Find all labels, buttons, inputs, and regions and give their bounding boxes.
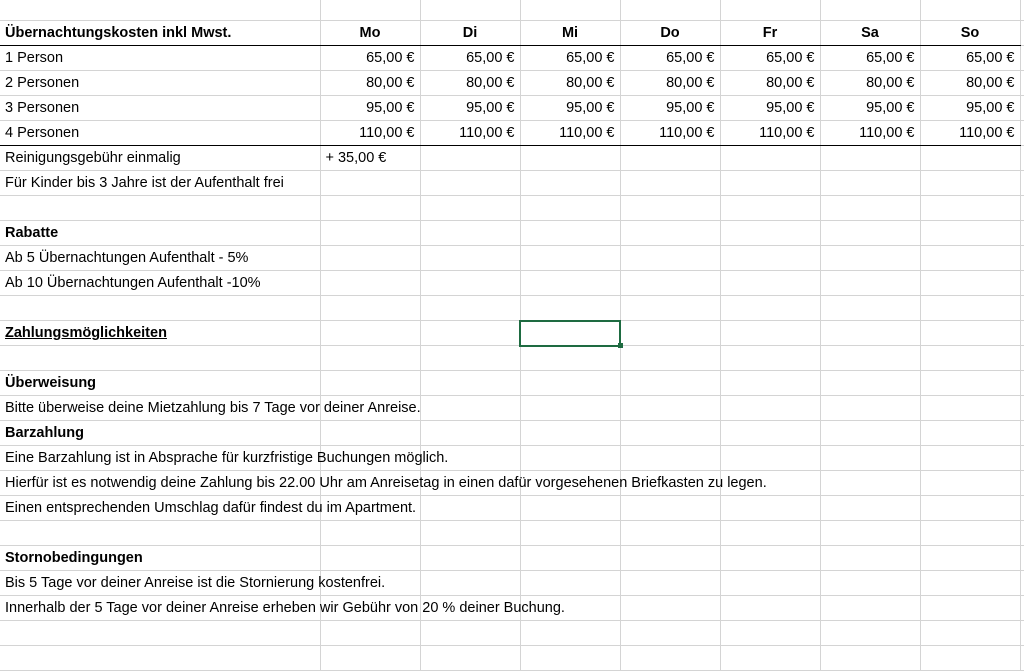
table-row[interactable] — [0, 571, 1024, 596]
table-row[interactable] — [0, 621, 1024, 646]
cell[interactable] — [1020, 421, 1024, 446]
cell[interactable] — [320, 321, 420, 346]
cell[interactable] — [1020, 571, 1024, 596]
cell[interactable] — [820, 571, 920, 596]
cell[interactable] — [0, 296, 320, 321]
table-row[interactable] — [0, 346, 1024, 371]
cell[interactable] — [520, 396, 620, 421]
price-cell[interactable]: 110,00 € — [420, 121, 520, 146]
price-cell[interactable]: 110,00 € — [620, 121, 720, 146]
header-day-di[interactable]: Di — [420, 21, 520, 46]
table-row[interactable] — [0, 271, 1024, 296]
price-cell[interactable]: 80,00 € — [820, 71, 920, 96]
cell[interactable] — [1020, 371, 1024, 396]
cash-text-2-value: Hierfür ist es notwendig deine Zahlung bis 22.00 Uhr am Anreisetag in einen dafür vorgesehenen Briefkasten zu legen. — [5, 475, 767, 491]
cell[interactable] — [820, 271, 920, 296]
price-cell[interactable]: 110,00 € — [520, 121, 620, 146]
cell[interactable] — [1020, 471, 1024, 496]
cell[interactable] — [520, 546, 620, 571]
cash-text-3-value: Einen entsprechenden Umschlag dafür findest du im Apartment. — [5, 500, 417, 516]
cell[interactable] — [720, 521, 820, 546]
selected-cell[interactable] — [520, 321, 620, 346]
cell[interactable] — [820, 296, 920, 321]
price-cell[interactable]: 80,00 € — [420, 71, 520, 96]
cell[interactable] — [920, 621, 1020, 646]
cell[interactable] — [1020, 496, 1024, 521]
cell[interactable] — [620, 346, 720, 371]
cell[interactable] — [420, 171, 520, 196]
cell[interactable] — [920, 546, 1020, 571]
cell[interactable] — [920, 371, 1020, 396]
cell[interactable] — [720, 296, 820, 321]
table-row[interactable] — [0, 246, 1024, 271]
cell[interactable] — [0, 621, 320, 646]
discounts-heading[interactable]: Rabatte — [0, 221, 320, 246]
fill-handle[interactable] — [618, 343, 623, 348]
cell[interactable] — [620, 396, 720, 421]
cell[interactable] — [420, 396, 520, 421]
cell[interactable] — [920, 346, 1020, 371]
cell[interactable] — [520, 521, 620, 546]
cell[interactable] — [1020, 321, 1024, 346]
cell[interactable] — [420, 246, 520, 271]
row-label-1-person[interactable]: 1 Person — [0, 46, 320, 71]
cancellation-line-1-text: Bis 5 Tage vor deiner Anreise ist die Stornierung kostenfrei. — [5, 575, 386, 591]
cell[interactable] — [920, 221, 1020, 246]
table-row[interactable] — [0, 296, 1024, 321]
cancellation-line-2-text: Innerhalb der 5 Tage vor deiner Anreise erheben wir Gebühr von 20 % deiner Buchung. — [5, 600, 565, 616]
cell[interactable] — [320, 421, 420, 446]
cell[interactable] — [820, 471, 920, 496]
price-cell[interactable]: 80,00 € — [620, 71, 720, 96]
table-row[interactable] — [0, 0, 1024, 21]
cell[interactable] — [420, 321, 520, 346]
cell[interactable] — [320, 221, 420, 246]
header-day-mo[interactable]: Mo — [320, 21, 420, 46]
cell[interactable] — [920, 321, 1020, 346]
price-cell[interactable]: 65,00 € — [820, 46, 920, 71]
cell[interactable] — [520, 0, 620, 21]
cell[interactable] — [620, 246, 720, 271]
price-cell[interactable]: 65,00 € — [320, 46, 420, 71]
cell[interactable] — [420, 296, 520, 321]
cell[interactable] — [1020, 121, 1024, 146]
transfer-text-value: Bitte überweise deine Mietzahlung bis 7 Tage vor deiner Anreise. — [5, 400, 421, 416]
row-label-2-personen[interactable]: 2 Personen — [0, 71, 320, 96]
price-cell[interactable]: 65,00 € — [420, 46, 520, 71]
cell[interactable] — [420, 221, 520, 246]
cell[interactable] — [520, 271, 620, 296]
discount-line-2-text: Ab 10 Übernachtungen Aufenthalt -10% — [5, 275, 261, 291]
cell[interactable] — [720, 0, 820, 21]
cell[interactable] — [1020, 246, 1024, 271]
table-row[interactable] — [0, 71, 1024, 96]
cell[interactable] — [620, 221, 720, 246]
cell[interactable] — [520, 296, 620, 321]
cell[interactable] — [920, 521, 1020, 546]
cell[interactable] — [620, 146, 720, 171]
cell[interactable] — [320, 371, 420, 396]
cleaning-fee-label[interactable]: Reinigungsgebühr einmalig — [0, 146, 320, 171]
cell[interactable] — [420, 196, 520, 221]
cell[interactable] — [720, 346, 820, 371]
price-cell[interactable]: 80,00 € — [520, 71, 620, 96]
transfer-heading[interactable]: Überweisung — [0, 371, 320, 396]
cell[interactable] — [320, 171, 420, 196]
header-day-fr[interactable]: Fr — [720, 21, 820, 46]
cell[interactable] — [0, 521, 320, 546]
cash-text-3[interactable] — [0, 496, 417, 521]
cell[interactable] — [1020, 46, 1024, 71]
row-label-3-personen[interactable]: 3 Personen — [0, 96, 320, 121]
payment-heading[interactable]: Zahlungsmöglichkeiten — [0, 321, 320, 346]
row-label-4-personen[interactable]: 4 Personen — [0, 121, 320, 146]
cell[interactable] — [520, 146, 620, 171]
table-row[interactable] — [0, 321, 1024, 346]
cell[interactable] — [720, 321, 820, 346]
header-day-sa[interactable]: Sa — [820, 21, 920, 46]
cell[interactable] — [720, 446, 820, 471]
cell[interactable] — [1020, 596, 1024, 621]
discount-line-1-text: Ab 5 Übernachtungen Aufenthalt - 5% — [5, 250, 249, 266]
cell[interactable] — [620, 171, 720, 196]
price-cell[interactable]: 110,00 € — [720, 121, 820, 146]
cell[interactable] — [620, 371, 720, 396]
price-cell[interactable]: 95,00 € — [920, 96, 1020, 121]
cell[interactable] — [1020, 71, 1024, 96]
table-row[interactable] — [0, 121, 1024, 146]
price-cell[interactable]: 110,00 € — [920, 121, 1020, 146]
cell[interactable] — [820, 596, 920, 621]
cell[interactable] — [420, 146, 520, 171]
cell[interactable] — [920, 196, 1020, 221]
cell[interactable] — [720, 496, 820, 521]
cell[interactable] — [320, 546, 420, 571]
cell[interactable] — [820, 421, 920, 446]
cell[interactable] — [320, 296, 420, 321]
cell[interactable] — [1020, 446, 1024, 471]
cell[interactable] — [820, 371, 920, 396]
cell[interactable] — [820, 546, 920, 571]
cell[interactable] — [1020, 171, 1024, 196]
cell[interactable] — [820, 196, 920, 221]
cell[interactable] — [420, 421, 520, 446]
cell[interactable] — [820, 0, 920, 21]
cell[interactable] — [420, 571, 520, 596]
children-free-text: Für Kinder bis 3 Jahre ist der Aufenthalt frei — [5, 175, 284, 191]
cell[interactable] — [620, 596, 720, 621]
cell[interactable] — [520, 246, 620, 271]
cell[interactable] — [920, 171, 1020, 196]
cell[interactable] — [420, 371, 520, 396]
table-row[interactable] — [0, 371, 1024, 396]
cell[interactable] — [520, 446, 620, 471]
cell[interactable] — [720, 171, 820, 196]
children-free-note[interactable] — [0, 171, 320, 196]
table-row[interactable] — [0, 46, 1024, 71]
cell[interactable] — [720, 421, 820, 446]
cell[interactable] — [820, 221, 920, 246]
cell[interactable] — [920, 246, 1020, 271]
cell[interactable] — [620, 296, 720, 321]
cancellation-heading[interactable]: Stornobedingungen — [0, 546, 320, 571]
header-day-do[interactable]: Do — [620, 21, 720, 46]
cell[interactable] — [1020, 621, 1024, 646]
cell[interactable] — [420, 0, 520, 21]
header-title-cell[interactable]: Übernachtungskosten inkl Mwst. — [0, 21, 320, 46]
cell[interactable] — [320, 646, 420, 671]
header-day-mi[interactable]: Mi — [520, 21, 620, 46]
cell[interactable] — [920, 271, 1020, 296]
cell[interactable] — [620, 621, 720, 646]
cell[interactable] — [720, 196, 820, 221]
cell[interactable] — [720, 571, 820, 596]
cell[interactable] — [820, 171, 920, 196]
cell[interactable] — [820, 321, 920, 346]
cell[interactable] — [520, 171, 620, 196]
cell[interactable] — [720, 146, 820, 171]
cancellation-line-1[interactable] — [0, 571, 386, 596]
cell[interactable] — [620, 546, 720, 571]
table-row[interactable] — [0, 521, 1024, 546]
cell[interactable] — [1020, 271, 1024, 296]
cell[interactable] — [320, 521, 420, 546]
price-cell[interactable]: 80,00 € — [720, 71, 820, 96]
cell[interactable] — [920, 396, 1020, 421]
cell[interactable] — [820, 396, 920, 421]
cell[interactable] — [920, 596, 1020, 621]
cell[interactable] — [520, 621, 620, 646]
cell[interactable] — [520, 371, 620, 396]
cell[interactable] — [920, 471, 1020, 496]
cell[interactable] — [1020, 346, 1024, 371]
cash-text-1-value: Eine Barzahlung ist in Absprache für kurzfristige Buchungen möglich. — [5, 450, 449, 466]
price-cell[interactable]: 95,00 € — [720, 96, 820, 121]
cell[interactable] — [620, 271, 720, 296]
cell[interactable] — [720, 221, 820, 246]
cell[interactable] — [720, 271, 820, 296]
cell[interactable] — [920, 496, 1020, 521]
cell[interactable] — [520, 196, 620, 221]
cash-heading[interactable]: Barzahlung — [0, 421, 320, 446]
table-row[interactable] — [0, 146, 1024, 171]
cell[interactable] — [920, 296, 1020, 321]
cancellation-line-2[interactable] — [0, 596, 565, 621]
table-header-row[interactable] — [0, 21, 1024, 46]
cell[interactable] — [320, 271, 420, 296]
cell[interactable] — [520, 646, 620, 671]
cell[interactable] — [0, 646, 320, 671]
cell[interactable] — [420, 496, 520, 521]
cell[interactable] — [420, 621, 520, 646]
cell[interactable] — [720, 371, 820, 396]
cell[interactable] — [820, 621, 920, 646]
cell[interactable] — [820, 496, 920, 521]
cell[interactable] — [820, 521, 920, 546]
table-row[interactable] — [0, 471, 1024, 496]
cell[interactable] — [0, 196, 320, 221]
cell[interactable] — [420, 646, 520, 671]
cell[interactable] — [420, 546, 520, 571]
transfer-text[interactable] — [0, 396, 421, 421]
cell[interactable] — [820, 146, 920, 171]
cell[interactable] — [920, 646, 1020, 671]
cell[interactable] — [520, 496, 620, 521]
cell[interactable] — [920, 421, 1020, 446]
cell[interactable] — [1020, 221, 1024, 246]
cell[interactable] — [1020, 646, 1024, 671]
price-cell[interactable]: 80,00 € — [320, 71, 420, 96]
table-row[interactable] — [0, 596, 1024, 621]
cash-text-2[interactable] — [0, 471, 767, 496]
cell[interactable] — [720, 246, 820, 271]
cell[interactable] — [320, 246, 420, 271]
cell[interactable] — [620, 0, 720, 21]
cell[interactable] — [520, 346, 620, 371]
cell[interactable] — [1020, 396, 1024, 421]
cell[interactable] — [620, 521, 720, 546]
cell[interactable] — [920, 0, 1020, 21]
cell[interactable] — [620, 421, 720, 446]
cash-text-1[interactable] — [0, 446, 449, 471]
cell[interactable] — [720, 396, 820, 421]
table-row[interactable] — [0, 96, 1024, 121]
price-cell[interactable]: 65,00 € — [720, 46, 820, 71]
price-cell[interactable]: 95,00 € — [820, 96, 920, 121]
price-cell[interactable]: 65,00 € — [620, 46, 720, 71]
cell[interactable] — [920, 146, 1020, 171]
cell[interactable] — [320, 0, 420, 21]
price-cell[interactable]: 65,00 € — [520, 46, 620, 71]
cell[interactable] — [820, 246, 920, 271]
cell[interactable] — [620, 496, 720, 521]
table-row[interactable] — [0, 446, 1024, 471]
cell[interactable] — [420, 271, 520, 296]
cell[interactable] — [920, 446, 1020, 471]
table-row[interactable] — [0, 196, 1024, 221]
cell[interactable] — [320, 346, 420, 371]
cell[interactable] — [420, 521, 520, 546]
discount-line-2[interactable] — [0, 271, 320, 296]
cell[interactable] — [820, 446, 920, 471]
table-row[interactable] — [0, 496, 1024, 521]
price-cell[interactable]: 95,00 € — [620, 96, 720, 121]
cell[interactable] — [620, 571, 720, 596]
header-day-so[interactable]: So — [920, 21, 1020, 46]
cell[interactable] — [320, 621, 420, 646]
price-cell[interactable]: 95,00 € — [520, 96, 620, 121]
cell[interactable] — [1020, 21, 1024, 46]
discount-line-1[interactable] — [0, 246, 320, 271]
cell[interactable] — [720, 646, 820, 671]
price-cell[interactable]: 95,00 € — [320, 96, 420, 121]
cell[interactable] — [320, 196, 420, 221]
cell[interactable] — [1020, 296, 1024, 321]
cell[interactable] — [1020, 521, 1024, 546]
table-row[interactable] — [0, 171, 1024, 196]
cell[interactable] — [520, 221, 620, 246]
table-row[interactable] — [0, 646, 1024, 671]
cell[interactable] — [720, 596, 820, 621]
cell[interactable] — [0, 346, 320, 371]
cell[interactable] — [620, 196, 720, 221]
cell[interactable] — [420, 346, 520, 371]
cell[interactable] — [520, 421, 620, 446]
price-cell[interactable]: 110,00 € — [320, 121, 420, 146]
cell[interactable] — [620, 446, 720, 471]
price-cell[interactable]: 95,00 € — [420, 96, 520, 121]
cell[interactable] — [0, 0, 320, 21]
cell[interactable] — [1020, 146, 1024, 171]
table-row[interactable] — [0, 546, 1024, 571]
table-row[interactable] — [0, 396, 1024, 421]
price-cell[interactable]: 65,00 € — [920, 46, 1020, 71]
cell[interactable] — [620, 321, 720, 346]
cell[interactable] — [1020, 196, 1024, 221]
cell[interactable] — [520, 571, 620, 596]
cell[interactable] — [1020, 0, 1024, 21]
price-cell[interactable]: 80,00 € — [920, 71, 1020, 96]
price-cell[interactable]: 110,00 € — [820, 121, 920, 146]
cell[interactable] — [820, 346, 920, 371]
cleaning-fee-value[interactable]: + 35,00 € — [320, 146, 420, 171]
cell[interactable] — [1020, 96, 1024, 121]
table-row[interactable] — [0, 221, 1024, 246]
cell[interactable] — [920, 571, 1020, 596]
cell[interactable] — [720, 621, 820, 646]
cell[interactable] — [620, 646, 720, 671]
table-row[interactable] — [0, 421, 1024, 446]
cell[interactable] — [1020, 546, 1024, 571]
cell[interactable] — [720, 546, 820, 571]
cell[interactable] — [820, 646, 920, 671]
